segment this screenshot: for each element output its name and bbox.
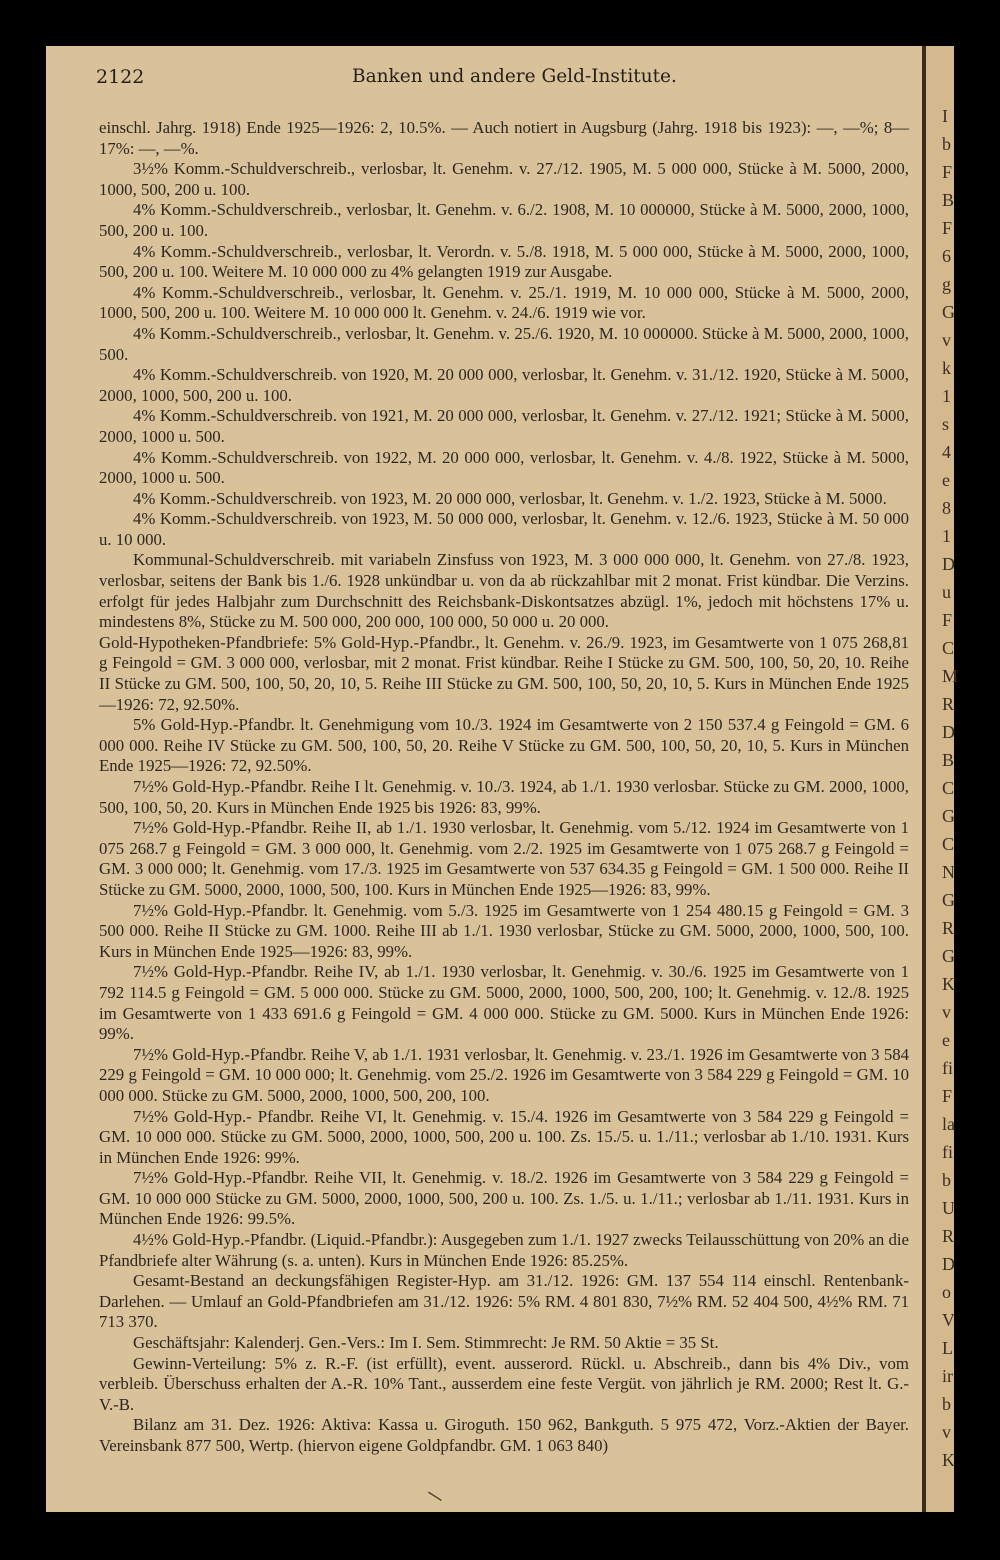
edge-fragment: M	[942, 666, 959, 686]
edge-fragment: v	[942, 1422, 951, 1442]
edge-fragment: g	[942, 274, 951, 294]
book-page	[46, 46, 922, 1512]
edge-fragment: B	[942, 190, 955, 210]
section-gold-hypotheken: Gold-Hypotheken-Pfandbriefe: 5% Gold-Hyp.-Pfandbr., lt. Genehm. v. 26./9. 1923, im Gesamtwerte von 1 075 268,81 g Feingold = GM. 3 000 000, verlosbar, mit 2 monat. Frist kündbar. Reihe I Stücke zu GM. 500, 100, 50, 20, 10. Reihe II Stücke zu GM. 500, 100, 50, 20, 10, 5. Reihe III Stücke zu GM. 500, 100, 50, 20, 10, 5. Kurs in München Ende 1925—1926: 72, 92.50%.	[99, 632, 909, 714]
edge-fragment: u	[942, 582, 951, 602]
edge-fragment: V	[942, 1310, 955, 1330]
edge-fragment: R	[942, 1226, 955, 1246]
edge-fragment: D	[942, 1254, 955, 1274]
text-body	[99, 118, 909, 1457]
edge-fragment: R	[942, 918, 955, 938]
paragraph: 4% Komm.-Schuldverschreib. von 1922, M. 20 000 000, verlosbar, lt. Genehm. v. 4./8. 1922, Stücke à M. 5000, 2000, 1000 u. 500.	[99, 447, 909, 488]
paragraph: 7½% Gold-Hyp.-Pfandbr. Reihe V, ab 1./1. 1931 verlosbar, lt. Genehmig. v. 23./1. 1926 im Gesamtwerte von 3 584 229 g Feingold = GM. 10 000 000; lt. Genehmig. vom 25./2. 1926 im Gesamtwerte von 3 584 229 g Feingold = GM. 10 000 000. Stücke zu GM. 5000, 2000, 1000, 500, 200, 100.	[99, 1044, 909, 1105]
edge-fragment: ir	[942, 1366, 953, 1386]
paragraph: 4% Komm.-Schuldverschreib., verlosbar, lt. Verordn. v. 5./8. 1918, M. 5 000 000, Stücke à M. 5000, 2000, 1000, 500, 200 u. 100. Weitere M. 10 000 000 zu 4% gelangten 1919 zur Ausgabe.	[99, 241, 909, 282]
pencil-mark-icon: \	[425, 1486, 445, 1507]
paragraph: Gesamt-Bestand an deckungsfähigen Register-Hyp. am 31./12. 1926: GM. 137 554 114 einschl. Rentenbank-Darlehen. — Umlauf an Gold-Pfandbriefen am 31./12. 1926: 5% RM. 4 801 830, 7½% RM. 52 404 500, 4½% RM. 71 713 370.	[99, 1271, 909, 1332]
edge-fragment: F	[942, 218, 953, 238]
paragraph: 7½% Gold-Hyp.-Pfandbr. Reihe VII, lt. Genehmig. v. 18./2. 1926 im Gesamtwerte von 3 584 229 g Feingold = GM. 10 000 000 Stücke zu GM. 5000, 2000, 1000, 500, 200 u. 100. Zs. 1./5. u. 1./11.; verlosbar ab 1./11. 1931. Kurs in München Ende 1926: 99.5%.	[99, 1168, 909, 1229]
edge-fragment: F	[942, 610, 953, 630]
edge-fragment: I	[942, 106, 948, 126]
edge-fragment: F	[942, 1086, 953, 1106]
edge-fragment: D	[942, 722, 955, 742]
edge-fragment: R	[942, 694, 955, 714]
edge-fragment: 4	[942, 442, 951, 462]
edge-fragment: 6	[942, 246, 951, 266]
paragraph: 4% Komm.-Schuldverschreib. von 1921, M. 20 000 000, verlosbar, lt. Genehm. v. 27./12. 1921; Stücke à M. 5000, 2000, 1000 u. 500.	[99, 406, 909, 446]
paragraph: 4% Komm.-Schuldverschreib., verlosbar, lt. Genehm. v. 6./2. 1908, M. 10 000000, Stücke à M. 5000, 2000, 1000, 500, 200 u. 100.	[99, 200, 909, 240]
edge-fragment: s	[942, 414, 950, 434]
edge-fragment: 8	[942, 498, 951, 518]
paragraph: 4% Komm.-Schuldverschreib., verlosbar, lt. Genehm. v. 25./6. 1920, M. 10 000000. Stücke à M. 5000, 2000, 1000, 500.	[99, 323, 909, 364]
edge-fragment: 1	[942, 386, 951, 406]
paragraph: Kommunal-Schuldverschreib. mit variabeln Zinsfuss von 1923, M. 3 000 000 000, lt. Genehm. von 27./8. 1923, verlosbar, seitens der Bank bis 1./6. 1928 unkündbar u. von da ab rückzahlbar mit 2 monat. Frist kündbar. Die Verzins. erfolgt für jedes Halbjahr zum Durchschnitt des Reichsbank-Diskontsatzes abzügl. 1%, jedoch mit höchstens 17% u. mindestens 8%, Stücke zu M. 500 000, 200 000, 100 000, 50 000 u. 20 000.	[99, 550, 909, 632]
paragraph: 7½% Gold-Hyp.-Pfandbr. lt. Genehmig. vom 5./3. 1925 im Gesamtwerte von 1 254 480.15 g Feingold = GM. 3 500 000. Reihe II Stücke zu GM. 1000. Reihe III ab 1./1. 1930 verlosbar, Stücke zu GM. 5000, 2000, 1000, 500, 100. Kurs in München Ende 1925—1926: 83, 99%.	[99, 900, 909, 961]
edge-fragment: o	[942, 1282, 951, 1302]
edge-fragment: G	[942, 806, 955, 826]
edge-fragment: fi	[942, 1142, 953, 1162]
section-geschaeftsjahr: Geschäftsjahr: Kalenderj. Gen.-Vers.: Im I. Sem. Stimmrecht: Je RM. 50 Aktie = 35 St.	[133, 1333, 719, 1353]
edge-fragment: K	[942, 1450, 955, 1470]
edge-fragment: v	[942, 330, 951, 350]
edge-fragment: U	[942, 1198, 955, 1218]
edge-fragment: k	[942, 358, 951, 378]
edge-fragment: e	[942, 1030, 950, 1050]
paragraph: 7½% Gold-Hyp.- Pfandbr. Reihe VI, lt. Genehmig. v. 15./4. 1926 im Gesamtwerte von 3 584 229 g Feingold = GM. 10 000 000. Stücke zu GM. 5000, 2000, 1000, 500, 200 u. 100. Zs. 15./5. u. 1./11.; verlosbar ab 1./10. 1931. Kurs in München Ende 1926: 99%.	[99, 1106, 909, 1167]
edge-fragment: v	[942, 1002, 951, 1022]
edge-fragment: 1	[942, 526, 951, 546]
edge-fragment: G	[942, 302, 955, 322]
section-bilanz: Bilanz am 31. Dez. 1926: Aktiva: Kassa u. Giroguth. 150 962, Bankguth. 5 975 472, Vorz.-Aktien der Bayer. Vereinsbank 877 500, Wertp. (hiervon eigene Goldpfandbr. GM. 1 063 840)	[99, 1415, 909, 1455]
adjacent-page-edge	[922, 46, 959, 1512]
page-number: 2122	[96, 66, 145, 88]
edge-fragment: C	[942, 778, 955, 798]
edge-fragment: e	[942, 470, 950, 490]
edge-fragment: K	[942, 974, 955, 994]
paragraph: 3½% Komm.-Schuldverschreib., verlosbar, lt. Genehm. v. 27./12. 1905, M. 5 000 000, Stücke à M. 5000, 2000, 1000, 500, 200 u. 100.	[99, 159, 909, 199]
edge-fragment: G	[942, 890, 955, 910]
paragraph: 7½% Gold-Hyp.-Pfandbr. Reihe I lt. Genehmig. v. 10./3. 1924, ab 1./1. 1930 verlosbar. Stücke zu GM. 2000, 1000, 500, 100, 50, 20. Kurs in München Ende 1925 bis 1926: 83, 99%.	[99, 777, 909, 817]
paragraph: 7½% Gold-Hyp.-Pfandbr. Reihe IV, ab 1./1. 1930 verlosbar, lt. Genehmig. v. 30./6. 1925 im Gesamtwerte von 1 792 114.5 g Feingold = GM. 5 000 000. Stücke zu GM. 5000, 2000, 1000, 500, 200, 100; lt. Genehmig. v. 12./8. 1925 im Gesamtwerte von 1 433 691.6 g Feingold = GM. 4 000 000. Stücke zu GM. 5000. Kurs in München Ende 1926: 99%.	[99, 962, 909, 1044]
edge-fragment: G	[942, 946, 955, 966]
edge-fragment: L	[942, 1338, 953, 1358]
paragraph: 4% Komm.-Schuldverschreib. von 1923, M. 20 000 000, verlosbar, lt. Genehm. v. 1./2. 1923, Stücke à M. 5000.	[133, 488, 887, 508]
page-header	[96, 66, 882, 94]
edge-fragment: b	[942, 1170, 951, 1190]
paragraph: 5% Gold-Hyp.-Pfandbr. lt. Genehmigung vom 10./3. 1924 im Gesamtwerte von 2 150 537.4 g Feingold = GM. 6 000 000. Reihe IV Stücke zu GM. 500, 100, 50, 20. Reihe V Stücke zu GM. 500, 100, 50, 20, 10, 5. Kurs in München Ende 1925—1926: 72, 92.50%.	[99, 715, 909, 776]
paragraph: 7½% Gold-Hyp.-Pfandbr. Reihe II, ab 1./1. 1930 verlosbar, lt. Genehmig. vom 5./12. 1924 im Gesamtwerte von 1 075 268.7 g Feingold = GM. 3 000 000, lt. Genehmig. vom 2./2. 1925 im Gesamtwerte von 1 075 268.7 g Feingold = GM. 3 000 000; lt. Genehmig. vom 17./3. 1925 im Gesamtwerte von 537 634.35 g Feingold = GM. 1 500 000. Reihe II Stücke zu GM. 5000, 2000, 1000, 500, 100. Kurs in München Ende 1925—1926: 83, 99%.	[99, 818, 909, 899]
edge-fragment: fi	[942, 1058, 953, 1078]
paragraph: 4% Komm.-Schuldverschreib. von 1920, M. 20 000 000, verlosbar, lt. Genehm. v. 31./12. 1920, Stücke à M. 5000, 2000, 1000, 500, 200 u. 100.	[99, 365, 909, 405]
paragraph: einschl. Jahrg. 1918) Ende 1925—1926: 2, 10.5%. — Auch notiert in Augsburg (Jahrg. 1918 bis 1923): —, —%; 8—17%: —, —%.	[99, 118, 909, 158]
paragraph: 4% Komm.-Schuldverschreib., verlosbar, lt. Genehm. v. 25./1. 1919, M. 10 000 000, Stücke à M. 5000, 2000, 1000, 500, 200 u. 100. Weitere M. 10 000 000 lt. Genehm. v. 24./6. 1919 wie vor.	[99, 282, 909, 323]
paragraph: 4% Komm.-Schuldverschreib. von 1923, M. 50 000 000, verlosbar, lt. Genehm. v. 12./6. 1923, Stücke à M. 50 000 u. 10 000.	[99, 509, 909, 549]
edge-fragment: F	[942, 162, 953, 182]
running-title: Banken und andere Geld-Institute.	[352, 66, 677, 87]
edge-fragment: C	[942, 834, 955, 854]
section-gewinn-verteilung: Gewinn-Verteilung: 5% z. R.-F. (ist erfüllt), event. ausserord. Rückl. u. Abschreib., dann bis 4% Div., vom verbleib. Überschuss erhalten der A.-R. 10% Tant., ausserdem eine feste Vergüt. von jährlich je RM. 2000; Rest lt. G.-V.-B.	[99, 1353, 909, 1414]
edge-fragment: C	[942, 638, 955, 658]
edge-fragment: D	[942, 554, 955, 574]
paragraph: 4½% Gold-Hyp.-Pfandbr. (Liquid.-Pfandbr.): Ausgegeben zum 1./1. 1927 zwecks Teilausschüttung von 20% an die Pfandbriefe alter Währung (s. a. unten). Kurs in München Ende 1926: 85.25%.	[99, 1230, 909, 1270]
edge-fragment: la	[942, 1114, 955, 1134]
edge-fragment: b	[942, 1394, 951, 1414]
edge-fragment: b	[942, 134, 951, 154]
edge-fragment: B	[942, 750, 955, 770]
edge-fragment: N	[942, 862, 955, 882]
